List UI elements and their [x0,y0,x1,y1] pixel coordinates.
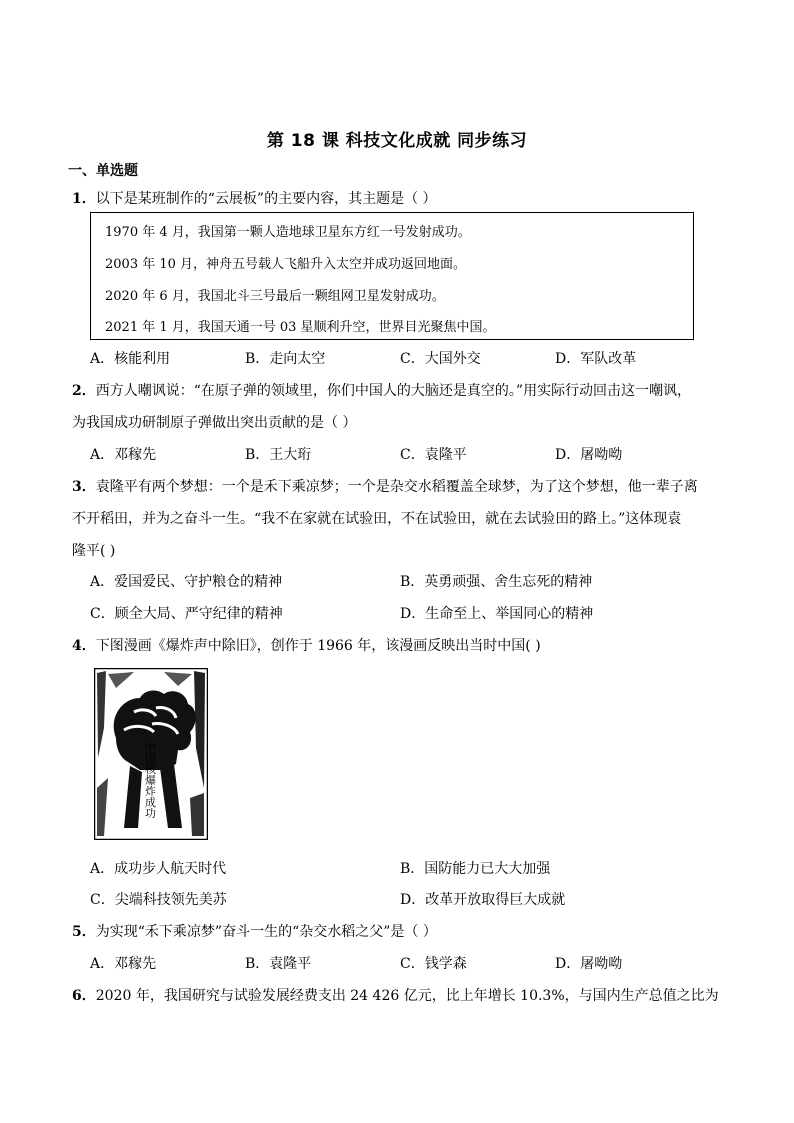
option-b[interactable]: B．国防能力已大大加强 [400,861,551,877]
option-d[interactable]: D．军队改革 [555,351,637,367]
question-text: 西方人嘲讽说：“在原子弹的领域里，你们中国人的大脑还是真空的。”用实际行动回击这一嘲讽， [95,383,692,399]
question-6 [72,985,719,1005]
question-number: 6． [72,988,96,1004]
exhibit-line: 1970 年 4 月，我国第一颗人造地球卫星东方红一号发射成功。 [105,225,471,240]
question-number: 1． [72,191,96,207]
cloud-exhibit-box [90,212,694,340]
option-d[interactable]: D．改革开放取得巨大成就 [400,892,566,908]
section-heading: 一、单选题 [68,163,138,179]
cartoon-fist-image [94,668,208,840]
option-c[interactable]: C．尖端科技领先美苏 [90,892,227,908]
option-b[interactable]: B．英勇顽强、舍生忘死的精神 [400,574,593,590]
option-d[interactable]: D．屠呦呦 [555,447,623,463]
option-b[interactable]: B．王大珩 [245,447,312,463]
option-b[interactable]: B．走向太空 [245,351,326,367]
question-1 [72,188,437,208]
question-2 [72,380,691,400]
cartoon-caption: 中国核爆炸成功 [143,741,157,819]
option-c[interactable]: C．袁隆平 [400,447,467,463]
option-c[interactable]: C．大国外交 [400,351,481,367]
option-a[interactable]: A．成功步人航天时代 [90,861,227,877]
question-text: 为实现“禾下乘凉梦”奋斗一生的“杂交水稻之父”是（ ） [95,924,437,940]
option-b[interactable]: B．袁隆平 [245,956,312,972]
question-number: 3． [72,479,96,495]
option-a[interactable]: A．核能利用 [90,351,171,367]
question-4 [72,635,541,655]
option-c[interactable]: C．顾全大局、严守纪律的精神 [90,606,283,622]
option-a[interactable]: A．邓稼先 [90,956,157,972]
option-a[interactable]: A．邓稼先 [90,447,157,463]
exhibit-line: 2021 年 1 月，我国天通一号 03 星顺利升空，世界目光聚焦中国。 [105,320,496,335]
question-text: 袁隆平有两个梦想：一个是禾下乘凉梦；一个是杂交水稻覆盖全球梦，为了这个梦想，他一辈子离 [95,479,698,495]
question-number: 2． [72,383,96,399]
question-text-continued: 不开稻田，并为之奋斗一生。“我不在家就在试验田，不在试验田，就在去试验田的路上。”这体现袁 [72,511,682,527]
question-number: 5． [72,924,96,940]
question-text: 2020 年，我国研究与试验发展经费支出 24 426 亿元，比上年增长 10.3%，与国内生产总值之比为 [95,988,719,1004]
option-d[interactable]: D．屠呦呦 [555,956,623,972]
option-c[interactable]: C．钱学森 [400,956,467,972]
exhibit-line: 2003 年 10 月，神舟五号载人飞船升入太空并成功返回地面。 [105,257,467,272]
question-text-continued: 为我国成功研制原子弹做出突出贡献的是（ ） [72,415,357,431]
page-title: 第 18 课 科技文化成就 同步练习 [266,131,528,151]
question-text: 下图漫画《爆炸声中除旧》，创作于 1966 年，该漫画反映出当时中国( ) [95,638,541,654]
question-number: 4． [72,638,96,654]
option-a[interactable]: A．爱国爱民、守护粮仓的精神 [90,574,283,590]
question-3 [72,476,698,496]
exhibit-line: 2020 年 6 月，我国北斗三号最后一颗组网卫星发射成功。 [105,289,445,304]
question-text: 以下是某班制作的“云展板”的主要内容，其主题是（ ） [95,191,437,207]
question-5 [72,921,437,941]
question-text-continued: 隆平( ) [72,543,116,559]
option-d[interactable]: D．生命至上、举国同心的精神 [400,606,594,622]
